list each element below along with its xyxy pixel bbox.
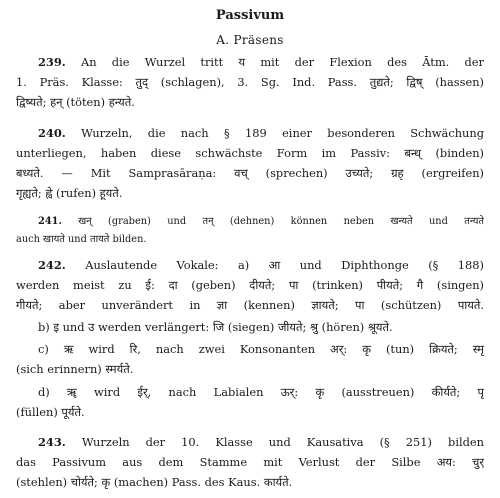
line-text: auch खायते und तायते bilden. [16,234,147,245]
line-text: बध्यते. — Mit Samprasāraṇa: वच् (sprechen) उच्यते; ग्रह् (ergreifen) [16,166,484,180]
paragraph-242-line-2 [16,278,484,292]
paragraph-242-item-d-line-2 [16,405,484,419]
paragraph-240-line-1 [38,126,484,140]
paragraph-242-item-b [38,320,484,334]
paragraph-241-line-1 [38,215,484,229]
paragraph-243-line-1 [38,435,484,449]
line-text: unterliegen, haben diese schwächste Form im Passiv: बन्ध् (binden) [16,146,484,160]
paragraph-242-item-c-line-2 [16,362,484,376]
paragraph-number: 242. [38,258,66,272]
line-text: c) ऋ wird रि, nach zwei Konsonanten अर्: कृ (tun) क्रियते; स्मृ [38,342,484,356]
line-text: (sich erinnern) स्मर्यते. [16,362,134,376]
paragraph-243-line-3 [16,475,484,489]
line-text: b) इ und उ werden verlängert: जि (siegen) जीयते; श्रु (hören) श्रूयते. [38,320,393,334]
line-text: (füllen) पूर्यते. [16,405,85,419]
line-text: Wurzeln der 10. Klasse und Kausativa (§ 251) bilden [65,435,484,449]
paragraph-number: 241. [38,216,62,227]
line-text: werden meist zu ई: दा (geben) दीयते; पा (trinken) पीयते; गै (singen) [16,278,484,292]
paragraph-241-line-2 [16,233,484,247]
section-heading: A. Präsens [216,33,284,47]
paragraph-242-item-d-line-1 [38,385,484,399]
paragraph-number: 239. [38,55,66,69]
paragraph-239-line-3 [16,95,484,109]
line-text: An die Wurzel tritt य mit der Flexion des Ātm. der [65,55,484,69]
paragraph-number: 240. [38,126,66,140]
line-text: das Passivum aus dem Stamme mit Verlust der Silbe अय: चुर् [16,455,484,469]
line-text: (stehlen) चोर्यते; कृ (machen) Pass. des Kaus. कार्यते. [16,475,293,489]
paragraph-240-line-4 [16,186,484,200]
paragraph-239-line-2 [16,75,484,89]
paragraph-number: 243. [38,435,66,449]
line-text: Wurzeln, die nach § 189 einer besonderen Schwächung [65,126,484,140]
paragraph-240-line-2 [16,146,484,160]
page-title: Passivum [215,9,285,23]
line-text: Auslautende Vokale: a) आ und Diphthonge (§ 188) [65,258,484,272]
paragraph-242-line-3 [16,298,484,312]
line-text: खन् (graben) und तन् (dehnen) können neben खन्यते und तन्यते [61,216,484,227]
line-text: d) ॠ wird ईर्, nach Labialen ऊर्: कॄ (ausstreuen) कीर्यते; पॄ [38,385,484,399]
line-text: गृह्यते; ह्वे (rufen) हूयते. [16,186,123,200]
paragraph-242-line-1 [38,258,484,272]
line-text: द्विष्यते; हन् (töten) हन्यते. [16,95,135,109]
paragraph-243-line-2 [16,455,484,469]
paragraph-239-line-1 [38,55,484,69]
paragraph-240-line-3 [16,166,484,180]
line-text: गीयते; aber unverändert in ज्ञा (kennen) ज्ञायते; पा (schützen) पायते. [16,298,484,312]
paragraph-242-item-c-line-1 [38,342,484,356]
line-text: 1. Präs. Klasse: तुद् (schlagen), 3. Sg. Ind. Pass. तुद्यते; द्विष् (hassen) [16,75,484,89]
